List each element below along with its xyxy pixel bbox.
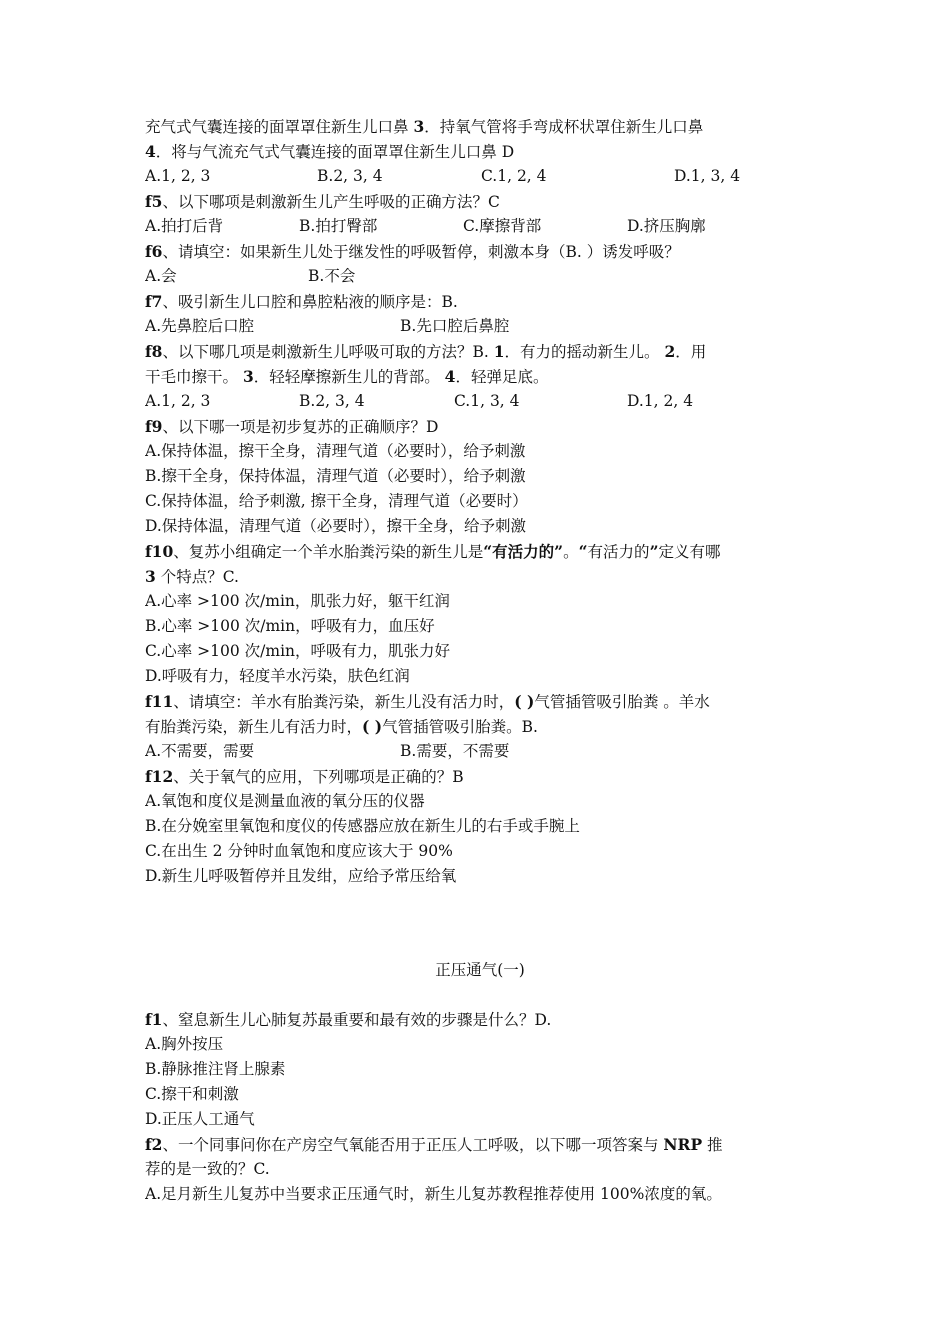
- option-a: A.1, 2, 3: [145, 392, 211, 410]
- text-line: 干毛巾擦干。 3．轻轻摩擦新生儿的背部。 4．轻弹足底。: [145, 367, 549, 386]
- options-row: [145, 164, 815, 189]
- option-a: A.拍打后背: [145, 217, 224, 235]
- option-c: C.摩擦背部: [463, 217, 542, 235]
- option-b: B.不会: [308, 267, 356, 285]
- options-row: [145, 264, 815, 289]
- option-d: D.新生儿呼吸暂停并且发绀，应给予常压给氧: [145, 867, 457, 885]
- option-a: A.心率 >100 次/min，肌张力好，躯干红润: [145, 592, 450, 610]
- option-b: B.2, 3, 4: [317, 167, 383, 185]
- question-f8: f8、以下哪几项是刺激新生儿呼吸可取的方法？B. 1．有力的摇动新生儿。 2．用: [145, 342, 707, 361]
- option-b: B.先口腔后鼻腔: [400, 317, 510, 335]
- option-a: A.胸外按压: [145, 1035, 224, 1053]
- option-a: A.会: [145, 267, 177, 285]
- option-d: D.挤压胸廓: [627, 217, 706, 235]
- option-c: C.1, 3, 4: [454, 392, 520, 410]
- question-f11: f11、请填空：羊水有胎粪污染，新生儿没有活力时，( )气管插管吸引胎粪 。羊水: [145, 692, 710, 711]
- options-row: [145, 389, 815, 414]
- option-d: D.呼吸有力，轻度羊水污染，肤色红润: [145, 667, 410, 685]
- option-b: B.需要，不需要: [400, 742, 510, 760]
- options-row: [145, 314, 815, 339]
- text-line: 4．将与气流充气式气囊连接的面罩罩住新生儿口鼻 D: [145, 142, 515, 161]
- option-d: D.保持体温，清理气道（必要时），擦干全身，给予刺激: [145, 517, 527, 535]
- question-f1: f1、窒息新生儿心肺复苏最重要和最有效的步骤是什么？D.: [145, 1010, 552, 1029]
- option-a: A.足月新生儿复苏中当要求正压通气时，新生儿复苏教程推荐使用 100%浓度的氧。: [145, 1185, 722, 1203]
- option-c: C.擦干和刺激: [145, 1085, 239, 1103]
- option-c: C.保持体温，给予刺激, 擦干全身，清理气道（必要时）: [145, 492, 528, 510]
- question-f5: f5、以下哪项是刺激新生儿产生呼吸的正确方法？C: [145, 192, 500, 211]
- option-a: A.氧饱和度仪是测量血液的氧分压的仪器: [145, 792, 425, 810]
- option-a: A.1, 2, 3: [145, 167, 211, 185]
- question-f10: f10、复苏小组确定一个羊水胎粪污染的新生儿是“有活力的”。“有活力的”定义有哪: [145, 542, 721, 561]
- text-line: 荐的是一致的？C.: [145, 1160, 270, 1178]
- option-a: A.先鼻腔后口腔: [145, 317, 255, 335]
- option-b: B.在分娩室里氧饱和度仪的传感器应放在新生儿的右手或手腕上: [145, 817, 580, 835]
- option-d: D.1, 3, 4: [674, 167, 741, 185]
- option-d: D.1, 2, 4: [627, 392, 694, 410]
- option-d: D.正压人工通气: [145, 1110, 255, 1128]
- question-f12: f12、关于氧气的应用，下列哪项是正确的？B: [145, 767, 464, 786]
- options-row: [145, 214, 815, 239]
- options-row: [145, 739, 815, 764]
- option-b: B.静脉推注肾上腺素: [145, 1060, 286, 1078]
- option-a: A.不需要，需要: [145, 742, 255, 760]
- option-b: B.2, 3, 4: [299, 392, 365, 410]
- section-title: 正压通气(一): [435, 961, 525, 979]
- option-a: A.保持体温，擦干全身，清理气道（必要时），给予刺激: [145, 442, 526, 460]
- option-b: B.擦干全身，保持体温，清理气道（必要时），给予刺激: [145, 467, 526, 485]
- option-c: C.1, 2, 4: [481, 167, 547, 185]
- question-f7: f7、吸引新生儿口腔和鼻腔粘液的顺序是：B.: [145, 292, 458, 311]
- option-c: C.心率 >100 次/min，呼吸有力，肌张力好: [145, 642, 451, 660]
- question-f6: f6、请填空：如果新生儿处于继发性的呼吸暂停，刺激本身（B. ）诱发呼吸？: [145, 242, 680, 261]
- text-line: 3 个特点？C.: [145, 567, 239, 586]
- option-c: C.在出生 2 分钟时血氧饱和度应该大于 90%: [145, 842, 453, 860]
- text-line: 充气式气囊连接的面罩罩住新生儿口鼻 3．持氧气管将手弯成杯状罩住新生儿口鼻: [145, 117, 704, 136]
- option-b: B.心率 >100 次/min，呼吸有力，血压好: [145, 617, 435, 635]
- question-f2: f2、一个同事问你在产房空气氧能否用于正压人工呼吸，以下哪一项答案与 NRP 推: [145, 1135, 723, 1154]
- text-line: 有胎粪污染，新生儿有活力时，( )气管插管吸引胎粪。B.: [145, 717, 538, 736]
- option-b: B.拍打臀部: [299, 217, 378, 235]
- question-f9: f9、以下哪一项是初步复苏的正确顺序？D: [145, 417, 439, 436]
